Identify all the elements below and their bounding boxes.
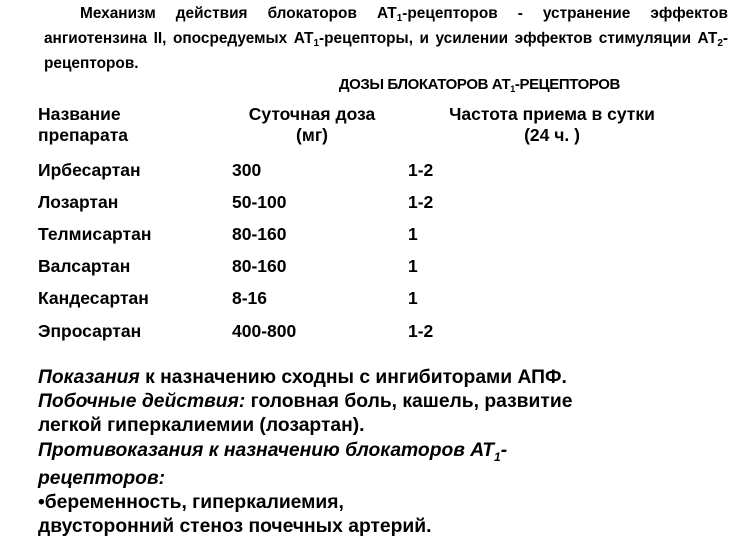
drug-name: Валсартан bbox=[38, 256, 131, 277]
side-effects-label: Побочные действия: bbox=[38, 391, 246, 413]
intro-paragraph bbox=[44, 1, 728, 76]
table-row bbox=[32, 315, 608, 347]
contraindications-sub: 1 bbox=[494, 449, 501, 464]
table-row bbox=[32, 186, 608, 218]
intro-text-2: -рецепторов - устранение эффектов ангиотензина II, опосредуемых АТ bbox=[44, 5, 729, 47]
drug-name: Эпросартан bbox=[38, 320, 142, 341]
column-header-name bbox=[38, 104, 128, 146]
table-row bbox=[32, 283, 608, 315]
daily-dose: 50-100 bbox=[232, 191, 287, 212]
table-title-pre: ДОЗЫ БЛОКАТОРОВ АТ bbox=[338, 76, 511, 93]
contraindication-item-1-text: беременность, гиперкалиемия, bbox=[44, 492, 344, 514]
frequency: 1 bbox=[408, 288, 418, 309]
column-header-frequency bbox=[410, 104, 694, 146]
drug-name: Ирбесартан bbox=[38, 159, 141, 180]
dose-table bbox=[32, 154, 608, 347]
intro-sub-3: 2 bbox=[717, 38, 723, 49]
intro-sub-1: 1 bbox=[396, 13, 403, 24]
contraindications-heading-end: рецепторов: bbox=[38, 467, 166, 489]
indications-line bbox=[38, 366, 718, 390]
contraindications-pre: Противоказания к назначению блокаторов АТ bbox=[38, 439, 495, 461]
intro-text-4: -рецепторов. bbox=[44, 30, 729, 72]
contraindications-heading bbox=[38, 439, 718, 463]
drug-name: Кандесартан bbox=[38, 288, 149, 309]
indications-label: Показания bbox=[38, 367, 140, 388]
notes-block bbox=[38, 366, 718, 539]
frequency: 1 bbox=[408, 256, 418, 277]
table-row bbox=[32, 251, 608, 283]
column-header-frequency-line-2: (24 ч. ) bbox=[524, 125, 580, 145]
daily-dose: 8-16 bbox=[232, 288, 268, 309]
frequency: 1-2 bbox=[408, 191, 434, 212]
daily-dose: 400-800 bbox=[232, 320, 297, 341]
column-header-dose-line-2: (мг) bbox=[296, 125, 328, 145]
side-effects-line bbox=[38, 390, 718, 414]
intro-text-3: -рецепторы, и усилении эффектов стимуляции АТ bbox=[319, 30, 718, 47]
frequency: 1-2 bbox=[408, 159, 434, 180]
intro-text-1: Механизм действия блокаторов АТ bbox=[80, 5, 397, 22]
contraindication-item-1 bbox=[38, 491, 718, 515]
table-row bbox=[32, 154, 608, 186]
indications-text: к назначению сходны с ингибиторами АПФ. bbox=[139, 367, 567, 388]
daily-dose: 80-160 bbox=[232, 256, 287, 277]
column-header-frequency-line-1: Частота приема в сутки bbox=[449, 104, 655, 124]
table-title-post: -РЕЦЕПТОРОВ bbox=[514, 76, 620, 93]
table-title bbox=[0, 76, 620, 93]
daily-dose: 80-160 bbox=[232, 223, 287, 244]
daily-dose: 300 bbox=[232, 159, 262, 180]
column-header-name-line-2: препарата bbox=[38, 125, 129, 145]
drug-name: Лозартан bbox=[38, 191, 119, 212]
contraindication-item-2: двусторонний стеноз почечных артерий. bbox=[38, 516, 432, 538]
column-header-dose-line-1: Суточная доза bbox=[248, 104, 376, 124]
frequency: 1 bbox=[408, 223, 418, 244]
table-title-sub: 1 bbox=[510, 84, 515, 94]
frequency: 1-2 bbox=[408, 320, 434, 341]
side-effects-text-2: легкой гиперкалиемии (лозартан). bbox=[38, 415, 365, 437]
table-row bbox=[32, 218, 608, 250]
side-effects-text-1: головная боль, кашель, развитие bbox=[245, 391, 573, 413]
column-header-name-line-1: Название bbox=[38, 104, 121, 124]
bullet-icon: • bbox=[38, 492, 45, 514]
contraindications-dash: - bbox=[500, 439, 508, 461]
column-header-dose bbox=[222, 104, 402, 146]
intro-sub-2: 1 bbox=[313, 38, 320, 49]
drug-name: Телмисартан bbox=[38, 223, 152, 244]
